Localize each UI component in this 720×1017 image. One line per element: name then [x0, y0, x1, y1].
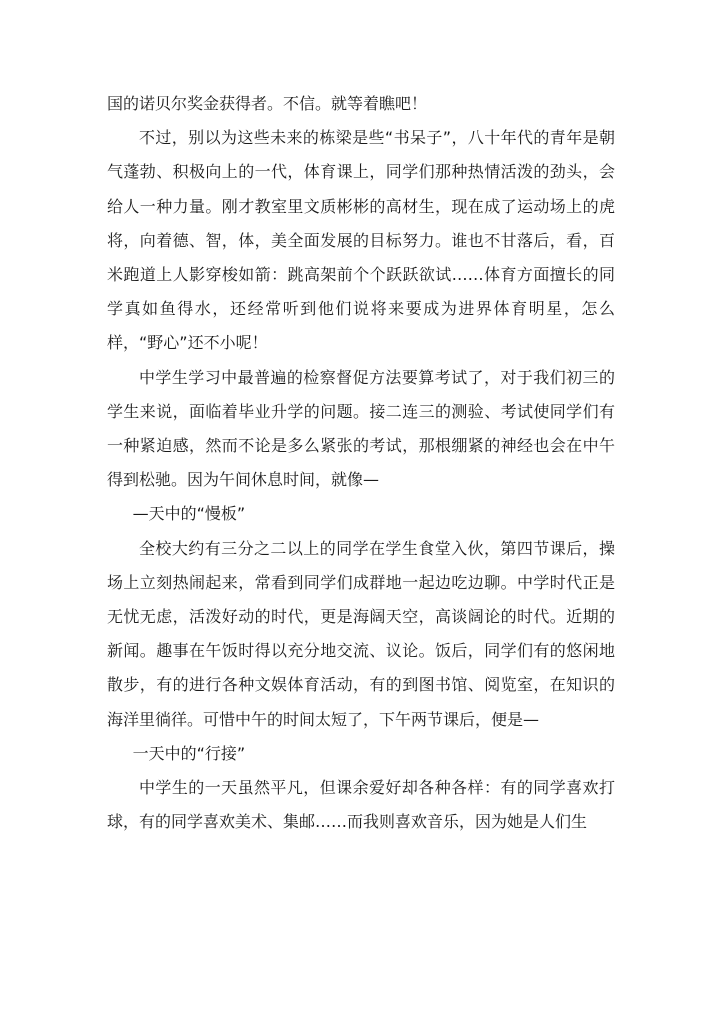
section-heading-slow: —天中的“慢板”	[132, 504, 246, 524]
paragraph-sports: 不过，别以为这些未来的栋梁是些“书呆子”，八十年代的青年是朝气蓬勃、积极向上的一代，体育课上，同学们那种热情活泼的劲头，会给人一种力量。刚才教室里文质彬彬的高材生，现在成了运动场上的虎将，向着德、智，体，美全面发展的目标努力。谁也不甘落后，看，百米跑道上人影穿梭如箭：跳高架前个个跃跃欲试……体育方面擅长的同学真如鱼得水，还经常听到他们说将来要成为进界体育明星，怎么样，“野心”还不小呢！	[107, 128, 615, 353]
paragraph-exams: 中学生学习中最普遍的检察督促方法要算考试了，对于我们初三的学生来说，面临着毕业升学的问题。接二连三的测验、考试使同学们有一种紧迫感，然而不论是多么紧张的考试，那根绷紧的神经也会在中午得到松驰。因为午间休息时间，就像—	[107, 367, 615, 490]
document-page	[107, 87, 615, 839]
paragraph-hobbies: 中学生的一天虽然平凡，但课余爱好却各种各样：有的同学喜欢打球，有的同学喜欢美术、集邮……而我则喜欢音乐，因为她是人们生	[107, 778, 615, 832]
paragraph-lunch: 全校大约有三分之二以上的同学在学生食堂入伙，第四节课后，操场上立刻热闹起来，常看到同学们成群地一起边吃边聊。中学时代正是无忧无虑，活泼好动的时代，更是海阔天空，高谈阔论的时代。近期的新闻。趣事在午饭时得以充分地交流、议论。饭后，同学们有的悠闲地散步，有的进行各种文娱体育活动，有的到图书馆、阅览室，在知识的海洋里徜徉。可惜中午的时间太短了，下午两节课后，便是—	[107, 538, 615, 729]
section-heading-allegro: 一天中的“行接”	[132, 743, 246, 763]
paragraph-continuation: 国的诺贝尔奖金获得者。不信。就等着瞧吧！	[107, 94, 428, 113]
